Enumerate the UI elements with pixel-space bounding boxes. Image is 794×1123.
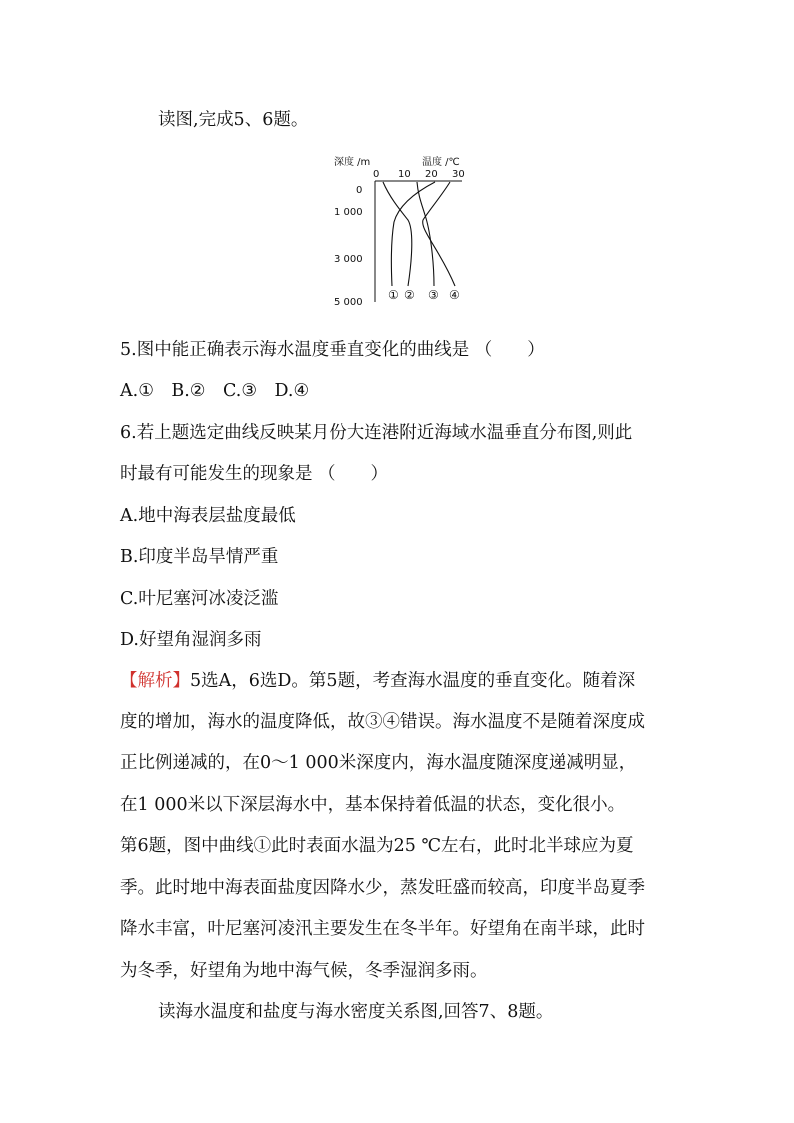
analysis-line1-text: 5选A，6选D。第5题，考查海水温度的垂直变化。随着深	[190, 671, 636, 691]
q6-option-b: B.印度半岛旱情严重	[120, 547, 279, 567]
q6-option-c: C.叶尼塞河冰凌泛滥	[120, 589, 279, 609]
q6-option-a: A.地中海表层盐度最低	[120, 506, 296, 526]
temperature-depth-figure	[330, 150, 480, 308]
depth-tick-0: 0	[356, 185, 363, 196]
depth-tick-5000: 5 000	[334, 297, 363, 308]
intro-text: 读图,完成5、6题。	[158, 110, 309, 130]
analysis-line2: 度的增加，海水的温度降低，故③④错误。海水温度不是随着深度成	[120, 712, 645, 732]
analysis-line3: 正比例递减的，在0～1 000米深度内，海水温度随深度递减明显，	[120, 753, 637, 773]
temp-tick-0: 0	[373, 169, 380, 180]
curve-3	[417, 182, 434, 286]
analysis-line8: 为冬季，好望角为地中海气候，冬季湿润多雨。	[120, 961, 488, 981]
q6-option-d: D.好望角湿润多雨	[120, 630, 262, 650]
analysis-tag: 【解析】	[120, 671, 190, 691]
analysis-line7: 降水丰富，叶尼塞河凌汛主要发生在冬半年。好望角在南半球，此时	[120, 919, 645, 939]
analysis-line4: 在1 000米以下深层海水中，基本保持着低温的状态，变化很小。	[120, 795, 626, 815]
curve-1	[391, 182, 435, 286]
q5-stem: 5.图中能正确表示海水温度垂直变化的曲线是 （ ）	[120, 340, 545, 360]
q5-options: A.① B.② C.③ D.④	[120, 381, 310, 401]
curve-4	[423, 182, 455, 286]
temp-axis-label: 温度 /℃	[422, 157, 460, 168]
outro-text: 读海水温度和盐度与海水密度关系图,回答7、8题。	[158, 1002, 554, 1022]
curve-label-4: ④	[449, 288, 460, 302]
analysis-line5: 第6题，图中曲线①此时表面水温为25 ℃左右，此时北半球应为夏	[120, 836, 634, 856]
depth-tick-1000: 1 000	[334, 207, 363, 218]
analysis-line1	[120, 667, 635, 692]
depth-axis-label: 深度 /m	[334, 157, 371, 168]
q6-stem-line1: 6.若上题选定曲线反映某月份大连港附近海域水温垂直分布图,则此	[120, 423, 633, 443]
temp-tick-10: 10	[398, 169, 411, 180]
depth-tick-3000: 3 000	[334, 254, 363, 265]
temp-tick-20: 20	[425, 169, 438, 180]
q6-stem-line2: 时最有可能发生的现象是 （ ）	[120, 464, 389, 484]
temp-tick-30: 30	[452, 169, 465, 180]
curve-label-3: ③	[428, 288, 439, 302]
curve-2	[383, 182, 412, 286]
curve-label-2: ②	[404, 288, 415, 302]
curve-label-1: ①	[388, 288, 399, 302]
analysis-line6: 季。此时地中海表面盐度因降水少，蒸发旺盛而较高，印度半岛夏季	[120, 878, 645, 898]
